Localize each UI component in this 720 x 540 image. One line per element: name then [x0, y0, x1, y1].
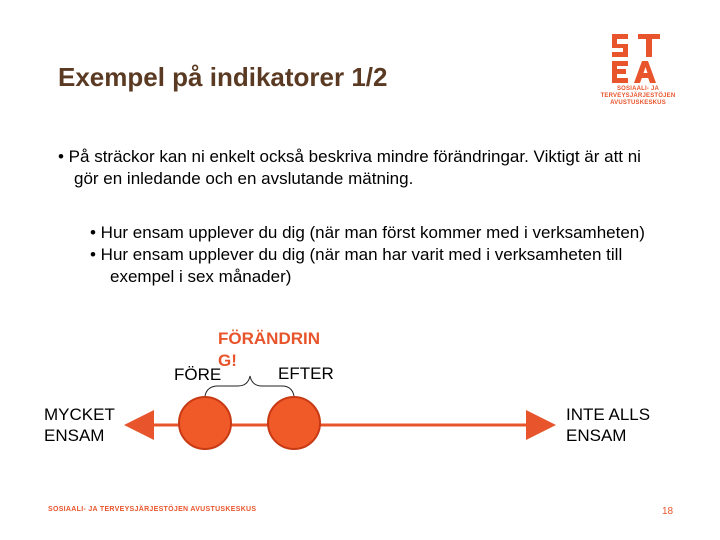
- main-bullet: • På sträckor kan ni enkelt också beskriva mindre förändringar. Viktigt är att ni gör en inledande och en avslutande mätning.: [58, 147, 641, 188]
- left-end-label: [44, 404, 115, 446]
- right-end-line: ENSAM: [566, 426, 627, 445]
- change-label-line: G!: [218, 351, 237, 370]
- before-label: FÖRE: [174, 365, 222, 384]
- right-end-label: [566, 404, 650, 446]
- after-label: EFTER: [278, 364, 334, 383]
- sub-bullet: • Hur ensam upplever du dig (när man först kommer med i verksamheten): [90, 223, 645, 242]
- logo-caption-line: SOSIAALI- JA: [616, 86, 660, 92]
- right-end-line: INTE ALLS: [566, 405, 651, 424]
- logo-caption-line: AVUSTUSKESKUS: [610, 100, 666, 106]
- slide-title: Exempel på indikatorer 1/2: [58, 62, 388, 92]
- sub-bullet: • Hur ensam upplever du dig (när man har varit med i verksamheten till exempel i sex månader): [90, 245, 623, 286]
- footer-org-name: SOSIAALI- JA TERVEYSJÄRJESTÖJEN AVUSTUSKESKUS: [48, 506, 257, 513]
- after-circle: [268, 397, 320, 449]
- before-circle: [179, 397, 231, 449]
- left-end-line: ENSAM: [44, 426, 105, 445]
- page-number: 18: [662, 506, 674, 517]
- logo-caption-line: TERVEYSJÄRJESTÖJEN: [600, 93, 676, 99]
- change-label-line: FÖRÄNDRIN: [218, 329, 320, 348]
- left-end-line: MYCKET: [44, 405, 115, 424]
